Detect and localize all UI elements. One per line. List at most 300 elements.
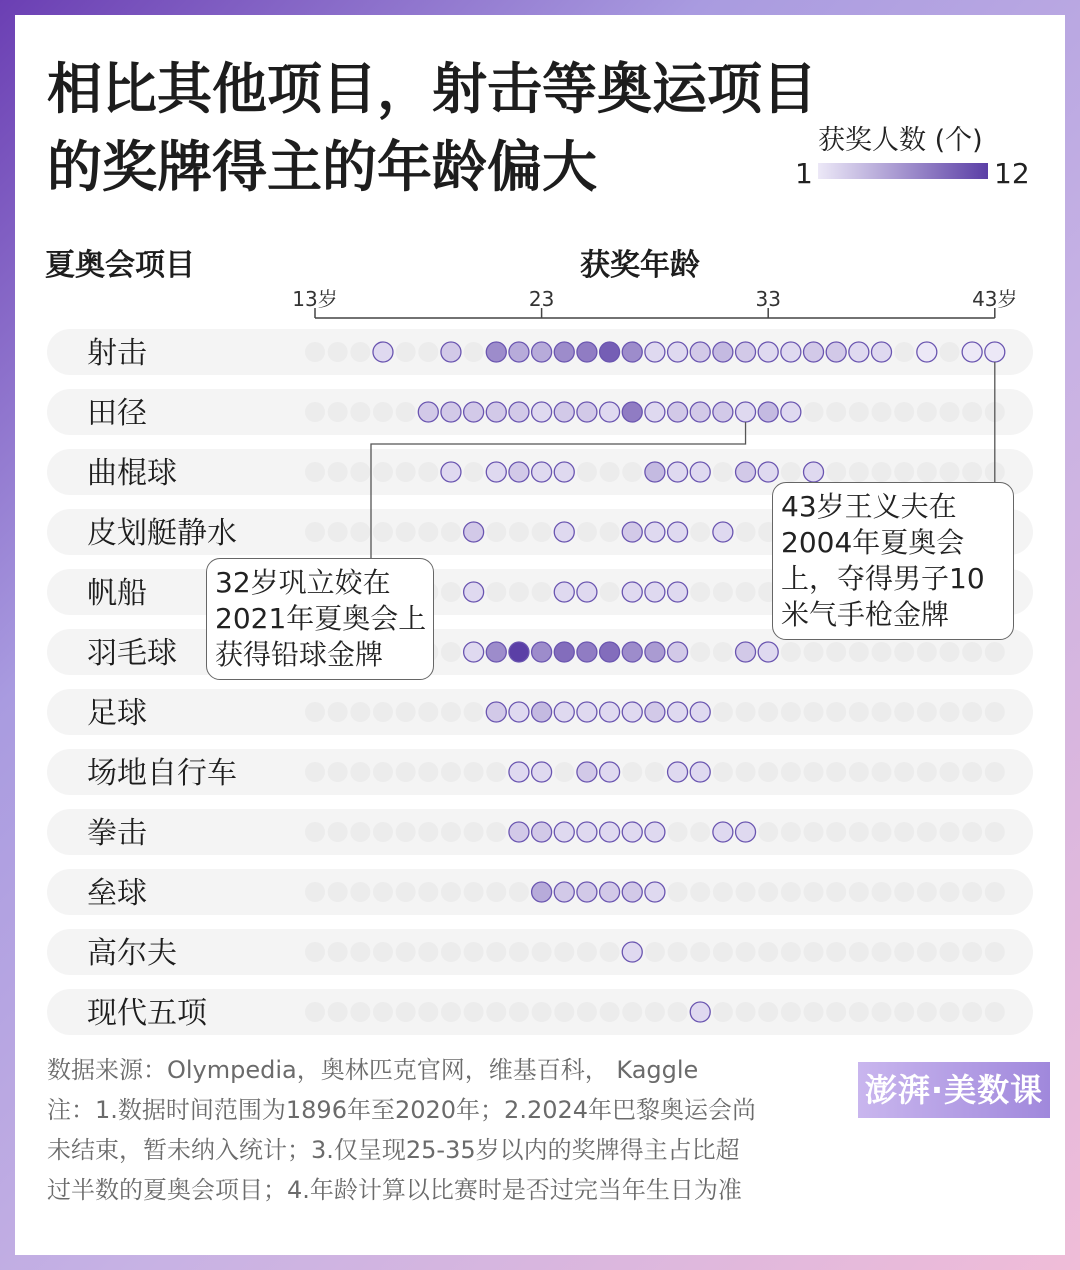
empty-dot	[804, 1002, 824, 1022]
empty-dot	[350, 822, 370, 842]
empty-dot	[464, 882, 484, 902]
empty-dot	[396, 882, 416, 902]
data-dot	[713, 402, 733, 422]
empty-dot	[305, 342, 325, 362]
data-dot	[464, 642, 484, 662]
data-dot	[668, 762, 688, 782]
empty-dot	[645, 1002, 665, 1022]
empty-dot	[736, 882, 756, 902]
empty-dot	[305, 942, 325, 962]
data-dot	[577, 402, 597, 422]
empty-dot	[328, 822, 348, 842]
empty-dot	[872, 762, 892, 782]
empty-dot	[396, 762, 416, 782]
data-dot	[668, 522, 688, 542]
empty-dot	[894, 642, 914, 662]
empty-dot	[826, 882, 846, 902]
empty-dot	[872, 822, 892, 842]
empty-dot	[418, 342, 438, 362]
data-dot	[532, 342, 552, 362]
empty-dot	[939, 942, 959, 962]
annotation-line: 获得铅球金牌	[215, 638, 384, 671]
empty-dot	[690, 942, 710, 962]
empty-dot	[917, 942, 937, 962]
empty-dot	[328, 882, 348, 902]
empty-dot	[396, 1002, 416, 1022]
empty-dot	[713, 1002, 733, 1022]
empty-dot	[962, 462, 982, 482]
data-dot	[781, 402, 801, 422]
empty-dot	[826, 1002, 846, 1022]
empty-dot	[962, 822, 982, 842]
empty-dot	[464, 342, 484, 362]
empty-dot	[872, 642, 892, 662]
data-dot	[486, 702, 506, 722]
empty-dot	[328, 762, 348, 782]
empty-dot	[464, 702, 484, 722]
empty-dot	[668, 1002, 688, 1022]
data-dot	[622, 642, 642, 662]
empty-dot	[396, 402, 416, 422]
empty-dot	[464, 942, 484, 962]
empty-dot	[804, 882, 824, 902]
annotation-line: 2021年夏奥会上	[215, 602, 427, 635]
empty-dot	[826, 402, 846, 422]
empty-dot	[373, 702, 393, 722]
empty-dot	[894, 1002, 914, 1022]
data-dot	[486, 402, 506, 422]
data-dot	[668, 462, 688, 482]
empty-dot	[350, 762, 370, 782]
empty-dot	[486, 582, 506, 602]
empty-dot	[872, 702, 892, 722]
empty-dot	[985, 702, 1005, 722]
empty-dot	[781, 462, 801, 482]
empty-dot	[826, 942, 846, 962]
data-dot	[690, 702, 710, 722]
data-dot	[736, 342, 756, 362]
empty-dot	[600, 522, 620, 542]
data-dot	[464, 402, 484, 422]
empty-dot	[373, 462, 393, 482]
empty-dot	[894, 462, 914, 482]
empty-dot	[577, 462, 597, 482]
data-dot	[917, 342, 937, 362]
empty-dot	[396, 342, 416, 362]
data-dot	[758, 462, 778, 482]
data-dot	[554, 342, 574, 362]
sport-label: 曲棍球	[87, 456, 177, 491]
empty-dot	[418, 462, 438, 482]
data-dot	[622, 402, 642, 422]
data-dot	[645, 642, 665, 662]
data-dot	[486, 462, 506, 482]
data-dot	[622, 942, 642, 962]
data-dot	[532, 402, 552, 422]
empty-dot	[418, 822, 438, 842]
data-dot	[554, 402, 574, 422]
data-dot	[736, 462, 756, 482]
empty-dot	[781, 822, 801, 842]
empty-dot	[396, 822, 416, 842]
empty-dot	[509, 1002, 529, 1022]
empty-dot	[713, 462, 733, 482]
empty-dot	[350, 942, 370, 962]
empty-dot	[713, 882, 733, 902]
empty-dot	[328, 402, 348, 422]
empty-dot	[373, 882, 393, 902]
empty-dot	[600, 1002, 620, 1022]
data-dot	[622, 822, 642, 842]
empty-dot	[441, 882, 461, 902]
empty-dot	[713, 582, 733, 602]
empty-dot	[554, 1002, 574, 1022]
empty-dot	[690, 882, 710, 902]
empty-dot	[532, 522, 552, 542]
data-dot	[600, 822, 620, 842]
data-dot	[645, 582, 665, 602]
data-dot	[600, 342, 620, 362]
empty-dot	[781, 702, 801, 722]
empty-dot	[894, 822, 914, 842]
data-dot	[736, 402, 756, 422]
empty-dot	[577, 942, 597, 962]
empty-dot	[939, 342, 959, 362]
empty-dot	[486, 942, 506, 962]
data-dot	[600, 642, 620, 662]
empty-dot	[849, 942, 869, 962]
data-dot	[486, 642, 506, 662]
empty-dot	[713, 642, 733, 662]
sport-label: 拳击	[87, 816, 147, 851]
data-dot	[532, 462, 552, 482]
data-dot	[645, 342, 665, 362]
data-dot	[690, 762, 710, 782]
annotation-line: 43岁王义夫在	[781, 490, 957, 523]
empty-dot	[328, 702, 348, 722]
data-dot	[486, 342, 506, 362]
empty-dot	[826, 822, 846, 842]
data-dot	[622, 882, 642, 902]
data-dot	[441, 342, 461, 362]
annotation-gong-lijiao	[206, 558, 434, 680]
empty-dot	[939, 702, 959, 722]
empty-dot	[962, 702, 982, 722]
empty-dot	[577, 1002, 597, 1022]
data-dot	[736, 642, 756, 662]
legend-min-label: 1	[795, 157, 813, 190]
data-dot	[758, 642, 778, 662]
annotation-line: 米气手枪金牌	[781, 598, 950, 631]
data-dot	[577, 642, 597, 662]
empty-dot	[804, 402, 824, 422]
sport-label: 田径	[87, 396, 147, 431]
data-dot	[872, 342, 892, 362]
empty-dot	[826, 462, 846, 482]
empty-dot	[350, 342, 370, 362]
empty-dot	[917, 462, 937, 482]
empty-dot	[328, 462, 348, 482]
empty-dot	[985, 822, 1005, 842]
empty-dot	[350, 522, 370, 542]
data-dot	[713, 522, 733, 542]
empty-dot	[758, 942, 778, 962]
sport-label: 足球	[87, 696, 147, 731]
empty-dot	[736, 762, 756, 782]
empty-dot	[600, 942, 620, 962]
data-dot	[781, 342, 801, 362]
empty-dot	[736, 1002, 756, 1022]
empty-dot	[985, 642, 1005, 662]
empty-dot	[328, 522, 348, 542]
empty-dot	[464, 822, 484, 842]
empty-dot	[985, 882, 1005, 902]
data-dot	[985, 342, 1005, 362]
data-dot	[373, 342, 393, 362]
data-dot	[622, 342, 642, 362]
empty-dot	[804, 822, 824, 842]
x-tick-label: 33	[755, 287, 781, 311]
data-dot	[532, 822, 552, 842]
data-dot	[577, 582, 597, 602]
empty-dot	[713, 762, 733, 782]
data-dot	[962, 342, 982, 362]
empty-dot	[305, 1002, 325, 1022]
data-dot	[600, 702, 620, 722]
empty-dot	[917, 402, 937, 422]
footer-note-line-2: 未结束，暂未纳入统计；3.仅呈现25-35岁以内的奖牌得主占比超	[47, 1136, 740, 1164]
empty-dot	[917, 642, 937, 662]
empty-dot	[804, 762, 824, 782]
data-dot	[600, 762, 620, 782]
data-dot	[804, 462, 824, 482]
data-dot	[577, 702, 597, 722]
data-dot	[849, 342, 869, 362]
empty-dot	[350, 702, 370, 722]
sport-label: 射击	[87, 336, 147, 371]
empty-dot	[690, 642, 710, 662]
data-dot	[600, 882, 620, 902]
data-dot	[509, 702, 529, 722]
data-dot	[668, 582, 688, 602]
empty-dot	[690, 582, 710, 602]
data-dot	[758, 402, 778, 422]
data-dot	[690, 462, 710, 482]
data-dot	[668, 642, 688, 662]
empty-dot	[645, 762, 665, 782]
empty-dot	[396, 522, 416, 542]
empty-dot	[917, 762, 937, 782]
data-dot	[668, 342, 688, 362]
empty-dot	[418, 762, 438, 782]
sport-label: 羽毛球	[87, 636, 177, 671]
footer-note-line-3: 过半数的夏奥会项目；4.年龄计算以比赛时是否过完当年生日为准	[47, 1176, 742, 1204]
empty-dot	[939, 1002, 959, 1022]
empty-dot	[985, 762, 1005, 782]
empty-dot	[962, 762, 982, 782]
data-dot	[645, 522, 665, 542]
annotation-line: 2004年夏奥会	[781, 526, 965, 559]
data-dot	[804, 342, 824, 362]
data-dot	[690, 1002, 710, 1022]
empty-dot	[781, 942, 801, 962]
sport-label: 现代五项	[87, 996, 207, 1031]
empty-dot	[690, 522, 710, 542]
empty-dot	[441, 642, 461, 662]
data-dot	[758, 342, 778, 362]
empty-dot	[849, 822, 869, 842]
empty-dot	[781, 882, 801, 902]
empty-dot	[350, 402, 370, 422]
empty-dot	[350, 462, 370, 482]
empty-dot	[464, 1002, 484, 1022]
empty-dot	[804, 642, 824, 662]
data-dot	[668, 402, 688, 422]
empty-dot	[418, 942, 438, 962]
data-dot	[532, 762, 552, 782]
empty-dot	[441, 762, 461, 782]
legend-title: 获奖人数 (个)	[818, 125, 983, 156]
empty-dot	[305, 762, 325, 782]
empty-dot	[917, 702, 937, 722]
empty-dot	[328, 1002, 348, 1022]
empty-dot	[872, 942, 892, 962]
empty-dot	[690, 822, 710, 842]
empty-dot	[894, 882, 914, 902]
data-dot	[509, 762, 529, 782]
empty-dot	[350, 1002, 370, 1022]
empty-dot	[328, 342, 348, 362]
empty-dot	[305, 822, 325, 842]
data-dot	[464, 582, 484, 602]
sport-label: 高尔夫	[87, 936, 177, 971]
chart-title-line-2: 的奖牌得主的年龄偏大	[47, 135, 598, 199]
data-dot	[509, 402, 529, 422]
empty-dot	[486, 822, 506, 842]
empty-dot	[577, 522, 597, 542]
empty-dot	[441, 702, 461, 722]
empty-dot	[736, 702, 756, 722]
empty-dot	[894, 942, 914, 962]
data-dot	[736, 822, 756, 842]
footer-notes	[47, 1050, 877, 1210]
empty-dot	[668, 882, 688, 902]
sport-label: 帆船	[87, 576, 147, 611]
footer-source: 数据来源：Olympedia，奥林匹克官网，维基百科， Kaggle	[47, 1056, 699, 1084]
empty-dot	[418, 522, 438, 542]
data-dot	[690, 402, 710, 422]
empty-dot	[758, 762, 778, 782]
data-dot	[645, 882, 665, 902]
empty-dot	[373, 522, 393, 542]
empty-dot	[758, 1002, 778, 1022]
data-dot	[554, 522, 574, 542]
empty-dot	[849, 702, 869, 722]
empty-dot	[305, 522, 325, 542]
empty-dot	[962, 402, 982, 422]
empty-dot	[804, 702, 824, 722]
empty-dot	[894, 342, 914, 362]
data-dot	[509, 822, 529, 842]
empty-dot	[418, 882, 438, 902]
footer-note-line-1: 注：1.数据时间范围为1896年至2020年；2.2024年巴黎奥运会尚	[47, 1096, 757, 1124]
empty-dot	[532, 942, 552, 962]
empty-dot	[464, 762, 484, 782]
empty-dot	[441, 582, 461, 602]
empty-dot	[781, 762, 801, 782]
empty-dot	[939, 462, 959, 482]
empty-dot	[962, 642, 982, 662]
empty-dot	[849, 462, 869, 482]
data-dot	[600, 402, 620, 422]
data-dot	[645, 402, 665, 422]
data-dot	[577, 822, 597, 842]
x-tick-label: 23	[528, 287, 555, 311]
data-dot	[441, 402, 461, 422]
empty-dot	[872, 882, 892, 902]
empty-dot	[373, 402, 393, 422]
data-dot	[532, 642, 552, 662]
data-dot	[577, 342, 597, 362]
data-dot	[622, 522, 642, 542]
data-dot	[826, 342, 846, 362]
empty-dot	[509, 582, 529, 602]
data-dot	[532, 882, 552, 902]
empty-dot	[373, 822, 393, 842]
empty-dot	[758, 822, 778, 842]
data-dot	[645, 822, 665, 842]
empty-dot	[305, 702, 325, 722]
data-dot	[441, 462, 461, 482]
empty-dot	[917, 822, 937, 842]
empty-dot	[486, 762, 506, 782]
empty-dot	[668, 942, 688, 962]
empty-dot	[486, 522, 506, 542]
empty-dot	[668, 822, 688, 842]
data-dot	[509, 342, 529, 362]
empty-dot	[622, 762, 642, 782]
data-dot	[418, 402, 438, 422]
empty-dot	[849, 882, 869, 902]
data-dot	[645, 462, 665, 482]
empty-dot	[441, 1002, 461, 1022]
sport-label: 皮划艇静水	[87, 516, 237, 551]
data-dot	[554, 882, 574, 902]
data-dot	[554, 702, 574, 722]
empty-dot	[962, 942, 982, 962]
empty-dot	[305, 402, 325, 422]
empty-dot	[554, 762, 574, 782]
empty-dot	[418, 1002, 438, 1022]
annotation-line: 上，夺得男子10	[781, 562, 985, 595]
empty-dot	[939, 882, 959, 902]
empty-dot	[350, 882, 370, 902]
empty-dot	[849, 1002, 869, 1022]
x-tick-label: 13岁	[292, 287, 338, 311]
empty-dot	[736, 522, 756, 542]
data-dot	[577, 762, 597, 782]
empty-dot	[305, 462, 325, 482]
data-dot	[713, 342, 733, 362]
sport-column-header: 夏奥会项目	[45, 248, 195, 283]
empty-dot	[713, 942, 733, 962]
empty-dot	[917, 1002, 937, 1022]
empty-dot	[441, 942, 461, 962]
empty-dot	[396, 462, 416, 482]
empty-dot	[441, 522, 461, 542]
empty-dot	[554, 942, 574, 962]
data-dot	[464, 522, 484, 542]
